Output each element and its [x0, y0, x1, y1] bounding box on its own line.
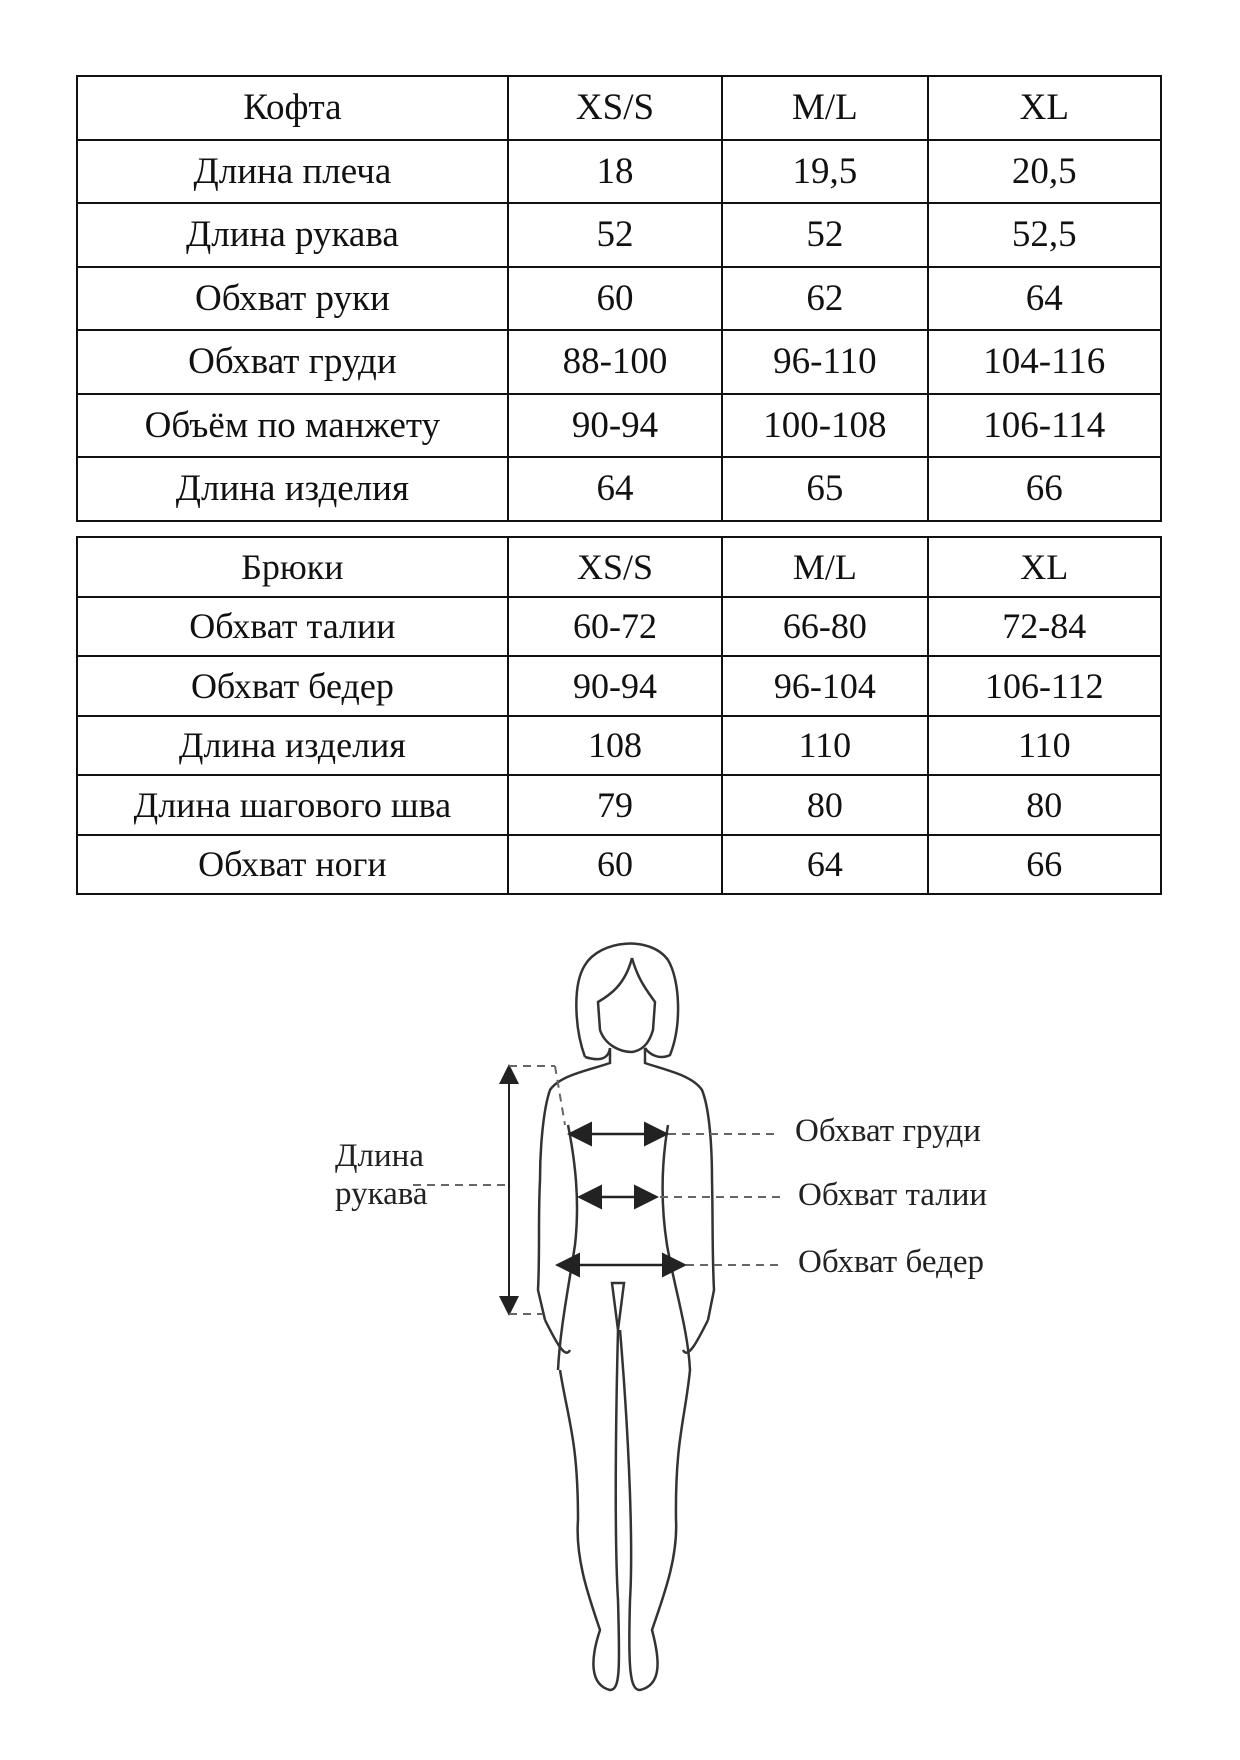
- size-header-cell: M/L: [722, 537, 927, 597]
- value-cell: 60-72: [508, 597, 722, 657]
- value-cell: 60: [508, 267, 722, 331]
- size-header-cell: XS/S: [508, 537, 722, 597]
- value-cell: 96-110: [722, 330, 927, 394]
- body-silhouette-icon: [0, 900, 1240, 1760]
- measure-label: Длина изделия: [77, 716, 508, 776]
- chest-label: Обхват груди: [795, 1113, 981, 1149]
- table-row: [77, 835, 1161, 895]
- table-header-row: [77, 76, 1161, 140]
- sleeve-length-label: [335, 1138, 428, 1214]
- value-cell: 106-114: [928, 394, 1161, 458]
- measure-label: Обхват талии: [77, 597, 508, 657]
- value-cell: 88-100: [508, 330, 722, 394]
- table-row: [77, 457, 1161, 521]
- table-row: [77, 394, 1161, 458]
- value-cell: 19,5: [722, 140, 927, 204]
- table-row: [77, 330, 1161, 394]
- value-cell: 104-116: [928, 330, 1161, 394]
- value-cell: 60: [508, 835, 722, 895]
- value-cell: 96-104: [722, 656, 927, 716]
- value-cell: 64: [508, 457, 722, 521]
- value-cell: 90-94: [508, 656, 722, 716]
- value-cell: 80: [722, 775, 927, 835]
- value-cell: 52: [508, 203, 722, 267]
- value-cell: 80: [928, 775, 1161, 835]
- value-cell: 100-108: [722, 394, 927, 458]
- measure-label: Обхват ноги: [77, 835, 508, 895]
- measure-label: Длина шагового шва: [77, 775, 508, 835]
- value-cell: 79: [508, 775, 722, 835]
- value-cell: 90-94: [508, 394, 722, 458]
- measure-label: Обхват руки: [77, 267, 508, 331]
- bottom-size-table: [76, 536, 1162, 895]
- value-cell: 110: [928, 716, 1161, 776]
- table-row: [77, 775, 1161, 835]
- value-cell: 64: [928, 267, 1161, 331]
- table-row: [77, 140, 1161, 204]
- measurement-figure: [0, 900, 1240, 1760]
- top-size-table: [76, 75, 1162, 522]
- value-cell: 52,5: [928, 203, 1161, 267]
- measure-label: Обхват груди: [77, 330, 508, 394]
- value-cell: 66: [928, 835, 1161, 895]
- value-cell: 52: [722, 203, 927, 267]
- size-header-cell: M/L: [722, 76, 927, 140]
- value-cell: 108: [508, 716, 722, 776]
- value-cell: 66: [928, 457, 1161, 521]
- value-cell: 20,5: [928, 140, 1161, 204]
- table-row: [77, 656, 1161, 716]
- table-title-cell: Брюки: [77, 537, 508, 597]
- size-header-cell: XL: [928, 537, 1161, 597]
- value-cell: 72-84: [928, 597, 1161, 657]
- value-cell: 65: [722, 457, 927, 521]
- value-cell: 66-80: [722, 597, 927, 657]
- size-header-cell: XL: [928, 76, 1161, 140]
- table-header-row: [77, 537, 1161, 597]
- hips-label: Обхват бедер: [798, 1244, 984, 1280]
- sleeve-label-line1: Длина: [335, 1138, 424, 1174]
- table-row: [77, 716, 1161, 776]
- table-row: [77, 203, 1161, 267]
- size-header-cell: XS/S: [508, 76, 722, 140]
- waist-label: Обхват талии: [798, 1177, 988, 1213]
- table-row: [77, 267, 1161, 331]
- value-cell: 18: [508, 140, 722, 204]
- measure-label: Длина плеча: [77, 140, 508, 204]
- measure-label: Длина изделия: [77, 457, 508, 521]
- table-title-cell: Кофта: [77, 76, 508, 140]
- measure-label: Длина рукава: [77, 203, 508, 267]
- measure-label: Обхват бедер: [77, 656, 508, 716]
- value-cell: 62: [722, 267, 927, 331]
- measure-label: Объём по манжету: [77, 394, 508, 458]
- sleeve-label-line2: рукава: [335, 1175, 428, 1212]
- table-row: [77, 597, 1161, 657]
- value-cell: 106-112: [928, 656, 1161, 716]
- value-cell: 110: [722, 716, 927, 776]
- value-cell: 64: [722, 835, 927, 895]
